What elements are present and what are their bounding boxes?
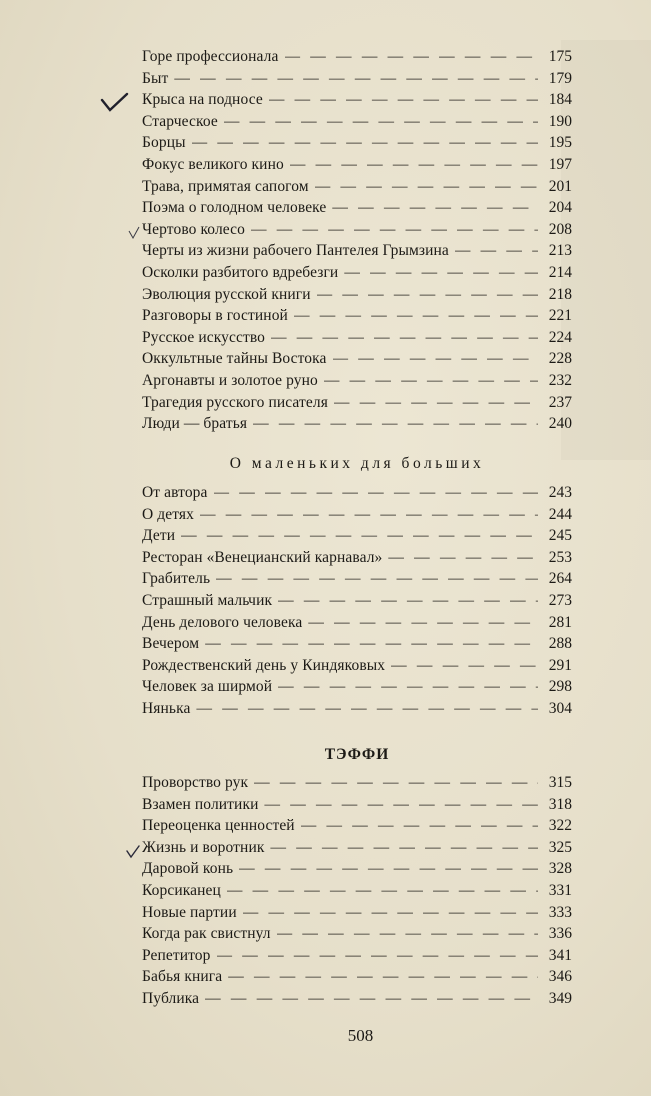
toc-entry-title: Грабитель <box>142 570 211 588</box>
toc-entry-title: Фокус великого кино <box>142 155 284 173</box>
toc-entry-page: 201 <box>548 177 572 195</box>
dash-leader <box>285 48 539 66</box>
toc-entry-title: Взамен политики <box>142 795 259 813</box>
toc-entry-title: Жизнь и воротник <box>142 838 265 856</box>
dash-leader <box>254 774 538 792</box>
dash-leader <box>192 134 538 152</box>
toc-entry-title: Крыса на подносе <box>142 91 263 109</box>
toc-entry-title: Ресторан «Венецианский карнавал» <box>142 548 383 566</box>
toc-entry-page: 318 <box>548 795 572 813</box>
toc-entry-title: Рождественский день у Киндяковых <box>142 656 386 674</box>
toc-entry <box>142 700 572 722</box>
toc-entry <box>142 221 572 243</box>
dash-leader <box>174 70 538 88</box>
toc-entry <box>142 178 572 200</box>
dash-leader <box>308 614 538 632</box>
toc-entry-page: 195 <box>548 134 572 152</box>
toc-entry-title: Черты из жизни рабочего Пантелея Грымзина <box>142 242 449 260</box>
dash-leader <box>270 839 538 857</box>
dash-leader <box>196 700 538 718</box>
toc-entry <box>142 527 572 549</box>
toc-entry-title: Поэма о голодном человеке <box>142 199 327 217</box>
toc-entry-title: Проворство рук <box>142 774 249 791</box>
dash-leader <box>333 350 538 368</box>
toc-entry-title: Вечером <box>142 635 200 653</box>
toc-entry-title: Чертово колесо <box>142 220 245 238</box>
toc-entry-title: Разговоры в гостиной <box>142 307 288 325</box>
toc-entry-page: 224 <box>548 328 572 346</box>
toc-entry-page: 184 <box>548 91 572 109</box>
toc-entry-title: День делового человека <box>142 613 303 631</box>
small-check-mark-icon <box>126 845 140 859</box>
toc-entry-page: 228 <box>548 350 572 368</box>
dash-leader <box>278 592 538 610</box>
dash-leader <box>324 372 538 390</box>
toc-entry <box>142 286 572 308</box>
toc-entry-page: 322 <box>548 817 572 835</box>
toc-entry-page: 346 <box>548 968 572 986</box>
toc-entry <box>142 882 572 904</box>
toc-entry-title: Репетитор <box>142 946 211 964</box>
toc-entry-page: 240 <box>548 415 572 433</box>
dash-leader <box>228 968 538 986</box>
toc-entry-title: Русское искусство <box>142 328 265 346</box>
check-mark-icon <box>100 92 130 114</box>
page-number: 508 <box>347 1026 374 1045</box>
dash-leader <box>205 635 538 653</box>
toc-entry-title: Публика <box>142 989 200 1007</box>
dash-leader <box>315 178 538 196</box>
toc-entry-page: 349 <box>548 989 572 1007</box>
toc-entry <box>142 774 572 796</box>
toc-entry-title: Быт <box>142 69 169 87</box>
toc-entry-title: Корсиканец <box>142 881 221 899</box>
dash-leader <box>200 506 538 524</box>
toc-entry-page: 336 <box>548 925 572 943</box>
section-heading-small-for-big: О маленьких для больших <box>229 455 485 472</box>
toc-entry-page: 179 <box>548 69 572 87</box>
toc-entry-page: 281 <box>548 613 572 631</box>
toc-entry-title: Трава, примятая сапогом <box>142 177 309 195</box>
dash-leader <box>264 796 538 814</box>
toc-entry-page: 264 <box>548 570 572 588</box>
toc-entry-title: Нянька <box>142 699 191 717</box>
toc-entry <box>142 307 572 329</box>
toc-entry <box>142 817 572 839</box>
toc-entry-title: Даровой конь <box>142 860 234 878</box>
dash-leader <box>269 91 538 109</box>
dash-leader <box>251 221 538 239</box>
toc-entry-page: 328 <box>548 860 572 878</box>
toc-entry-title: Человек за ширмой <box>142 678 273 696</box>
dash-leader <box>455 242 538 260</box>
toc-entry <box>142 614 572 636</box>
toc-entry-page: 298 <box>548 678 572 696</box>
toc-entry-page: 204 <box>548 199 572 217</box>
bleed-through-shading <box>561 40 651 460</box>
dash-leader <box>253 415 538 433</box>
toc-section-1 <box>142 48 572 437</box>
toc-section-3 <box>142 774 572 1012</box>
toc-entry-title: Бабья книга <box>142 968 223 986</box>
toc-entry-title: Эволюция русской книги <box>142 285 311 303</box>
toc-entry-title: Страшный мальчик <box>142 591 273 609</box>
toc-entry-page: 291 <box>548 656 572 674</box>
toc-entry-page: 175 <box>548 48 572 65</box>
toc-entry <box>142 570 572 592</box>
dash-leader <box>216 570 538 588</box>
toc-entry <box>142 134 572 156</box>
toc-entry <box>142 968 572 990</box>
dash-leader <box>278 678 538 696</box>
toc-entry <box>142 904 572 926</box>
dash-leader <box>217 947 538 965</box>
toc-entry-page: 190 <box>548 112 572 130</box>
toc-entry-page: 232 <box>548 371 572 389</box>
pencil-tick-icon <box>128 226 140 240</box>
toc-entry <box>142 678 572 700</box>
toc-entry <box>142 839 572 861</box>
toc-entry-page: 315 <box>548 774 572 791</box>
toc-entry-page: 333 <box>548 903 572 921</box>
dash-leader <box>277 925 538 943</box>
dash-leader <box>290 156 538 174</box>
toc-entry-title: Горе профессионала <box>142 48 279 65</box>
dash-leader <box>344 264 538 282</box>
dash-leader <box>239 860 538 878</box>
dash-leader <box>294 307 538 325</box>
toc-entry-title: Старческое <box>142 112 218 130</box>
toc-entry-page: 214 <box>548 263 572 281</box>
dash-leader <box>317 286 538 304</box>
toc-entry-title: Трагедия русского писателя <box>142 393 328 411</box>
toc-entry <box>142 947 572 969</box>
toc-entry <box>142 70 572 92</box>
dash-leader <box>205 990 538 1008</box>
toc-entry <box>142 156 572 178</box>
toc-entry-page: 253 <box>548 548 572 566</box>
toc-entry-title: О детях <box>142 505 194 523</box>
toc-entry-page: 341 <box>548 946 572 964</box>
toc-entry-title: Осколки разбитого вдребезги <box>142 263 339 281</box>
toc-entry-title: Аргонавты и золотое руно <box>142 371 318 389</box>
toc-entry <box>142 415 572 437</box>
toc-entry-page: 208 <box>548 220 572 238</box>
toc-entry <box>142 925 572 947</box>
toc-entry-page: 245 <box>548 527 572 545</box>
toc-entry <box>142 394 572 416</box>
toc-entry-page: 244 <box>548 505 572 523</box>
toc-entry-page: 331 <box>548 881 572 899</box>
toc-entry-page: 273 <box>548 591 572 609</box>
toc-entry-page: 325 <box>548 838 572 856</box>
toc-entry <box>142 860 572 882</box>
dash-leader <box>243 904 538 922</box>
dash-leader <box>334 394 538 412</box>
dash-leader <box>181 527 538 545</box>
toc-entry-page: 237 <box>548 393 572 411</box>
toc-entry <box>142 329 572 351</box>
toc-entry <box>142 796 572 818</box>
toc-entry <box>142 242 572 264</box>
toc-entry-title: Борцы <box>142 134 186 152</box>
toc-entry <box>142 264 572 286</box>
toc-entry <box>142 635 572 657</box>
dash-leader <box>332 199 538 217</box>
toc-entry <box>142 657 572 679</box>
toc-entry <box>142 484 572 506</box>
toc-entry-page: 221 <box>548 307 572 325</box>
toc-entry-page: 243 <box>548 484 572 501</box>
toc-entry-page: 304 <box>548 699 572 717</box>
toc-entry-title: Переоценка ценностей <box>142 817 295 835</box>
toc-entry-page: 197 <box>548 155 572 173</box>
toc-entry <box>142 199 572 221</box>
toc-entry <box>142 506 572 528</box>
toc-entry-page: 218 <box>548 285 572 303</box>
toc-entry <box>142 350 572 372</box>
toc-entry <box>142 48 572 70</box>
toc-entry-page: 213 <box>548 242 572 260</box>
toc-section-2 <box>142 484 572 722</box>
toc-entry <box>142 113 572 135</box>
section-heading-teffi: ТЭФФИ <box>324 746 390 763</box>
toc-entry-title: Когда рак свистнул <box>142 925 271 943</box>
toc-entry-title: Дети <box>142 527 176 545</box>
toc-entry-page: 288 <box>548 635 572 653</box>
toc-entry-title: Оккультные тайны Востока <box>142 350 327 368</box>
toc-entry <box>142 372 572 394</box>
dash-leader <box>388 549 538 567</box>
dash-leader <box>227 882 538 900</box>
toc-entry-title: От автора <box>142 484 208 501</box>
toc-entry <box>142 549 572 571</box>
dash-leader <box>271 329 538 347</box>
dash-leader <box>214 484 538 502</box>
dash-leader <box>224 113 538 131</box>
dash-leader <box>301 817 538 835</box>
toc-entry <box>142 990 572 1012</box>
toc-entry <box>142 91 572 113</box>
toc-entry-title: Новые партии <box>142 903 237 921</box>
toc-entry-title: Люди — братья <box>142 415 248 433</box>
dash-leader <box>391 657 538 675</box>
toc-entry <box>142 592 572 614</box>
